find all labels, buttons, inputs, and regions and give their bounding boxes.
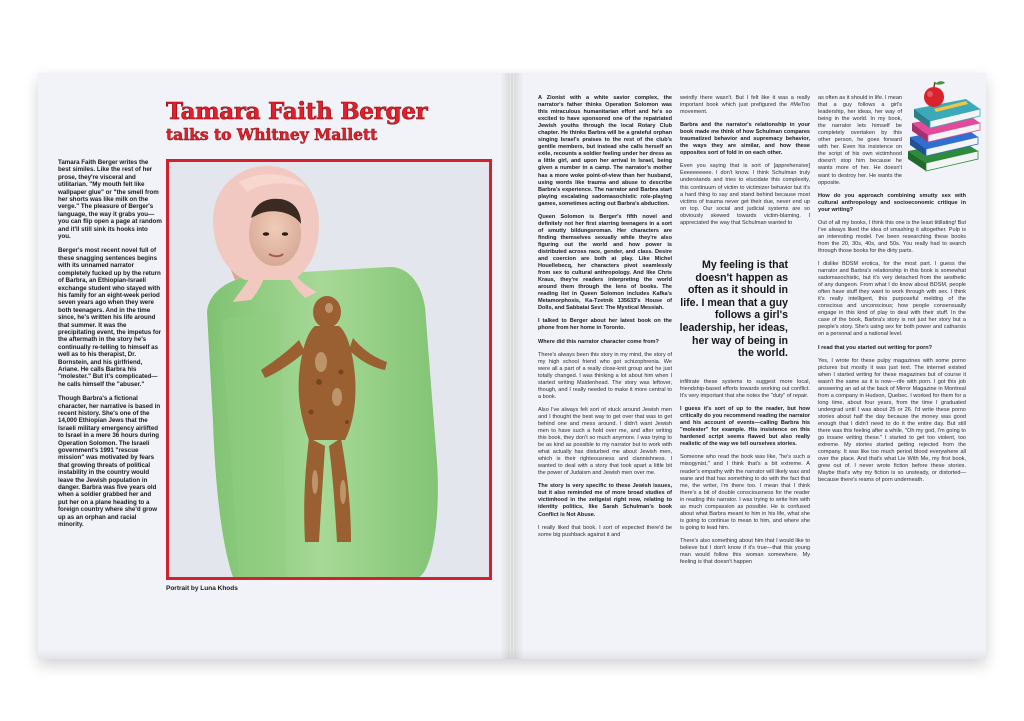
column-2-bottom (680, 379, 810, 572)
paragraph: Even you saying that is sort of [apprehensive] Eeeeeeeeee. I don't know. I think Schulman truly understands and tries to elucidate this complexity, this continuum of victim to victimizer behavior but it's a hard thing to say and stand behind because most victims of trauma never get their due, never end up on top. Our social and judicial systems are so obviously skewed towards victim-blaming. I appreciated the way that Schulman wanted to (680, 163, 810, 226)
paragraph: I talked to Berger about her latest book on the phone from her home in Toronto. (538, 318, 672, 332)
books-apple-icon (904, 79, 982, 179)
interview-question: Barbra and the narrator's relationship in your book made me think of how Schulman compares traumatized behavior and supremacy behavior, the ways they are similar, and how these opposites sort of fold in on each other. (680, 122, 810, 157)
portrait-illustration (169, 162, 489, 577)
intro-paragraph: Tamara Faith Berger writes the best similes. Like the rest of her prose, they're visceral and utilitarian. "My mouth felt like wallpaper glue" or "the smell from her shorts was like milk on the verge." The pleasure of Berger's language, the way it grabs you—you can flip open a page at random and it'll still sink its hooks into you. (58, 159, 162, 241)
interview-question: How do you approach combining smutty sex with cultural anthropology and socioeconomic critique in your writing? (818, 192, 966, 213)
paragraph: A Zionist with a white savior complex, the narrator's father thinks Operation Solomon was this miraculous humanitarian effort and he's so excited to have sponsored one of the repatriated Jewish youths through the local Rotary Club chapter. He thinks Barbra will be a grateful orphan singing Israel's praises to the rest of the club's gentile members, but instead she calls herself an exile, recounts a soldier feeling under her dress as a little girl, and upon her arrival in Israel, being given a number in a camp. The narrator's mother has a more woke point-of-view than her husband, using words like trauma and abuse to describe Barbra's experience. The narrator and Barbra start playing escalating sadomasochistic role-playing games, sometimes acting out Barbra's abduction. (538, 95, 672, 207)
interview-question: I read that you started out writing for porn? (818, 344, 933, 351)
paragraph: Yes, I wrote for these pulpy magazines with some porno pictures but mostly it was just text. The internet existed when I started writing for these magazines but of course it wasn't the same as it is now—rife with porn. I got this job answering an ad at the back of Mirror Magazine in Montreal from a company in Hudson, Quebec. I worked for them for a long time, about four years, from the time I graduated undergrad until I was about 25 or 26. I'd write these porno stories about half the day because the money was good enough that I didn't need to do it the entire day. But still there was this feeling after a while, "Oh my god, I'm going to go insane writing these." I started to get too violent, too extreme. My stories started getting rejected from the company. It was like too much period blood everywhere all over the place. And that's what Lie With Me, my first book, grew out of. I never wrote fiction before these stories. Maybe that's why my fiction is so unsteady, or distorted—because there's reams of porn underneath. (818, 357, 966, 484)
intro-column (58, 159, 162, 536)
magazine-spread (38, 73, 986, 659)
spine-gutter (500, 73, 524, 659)
interview-question: The story is very specific to these Jewish issues, but it also reminded me of more broad studies of victimhood in the zeitgeist right now, relating to identity politics, like Sarah Schulman's book Conflict is Not Abuse. (538, 483, 672, 518)
intro-paragraph: Berger's most recent novel full of these snagging sentences begins with its unnamed narrator completely fucked up by the return of Barbra, an Ethiopian-Israeli exchange student who stayed with his family for an eight-week period seven years ago when they were both teenagers. And in the time since, he's written his life around that summer. It was the precipitating event, the impetus for the aftermath in the story he's continually re-telling to himself as well as to his therapist, Dr. Bornstein, and his girlfriend, Ariane. He calls Barbra his "molester." But it's complicated—he calls himself the "abuser." (58, 247, 162, 388)
paragraph: Out of all my books, I think this one is the least titillating! But I've always liked the idea of smashing it altogether. Pulp is an interesting model. I've been researching these books from the 20, 30s, 40s, and 50s. You really had to search through those books for the dirty parts. (818, 219, 966, 254)
column-1 (538, 95, 672, 545)
interview-question: I guess it's sort of up to the reader, but how critically do you recommend reading the narrator and his account of events—calling Barbra his "molester" for example. His insistence on this hardened script seems flawed but also really realistic of the way we tell ourselves stories. (680, 406, 810, 448)
paragraph: Queen Solomon is Berger's fifth novel and definitely not her first starring teenagers in a sort of smutty bildungsroman. Her characters are finding themselves sexually while they're also figuring out the world and how power is distributed across race, gender, and class. Desire and coercion are both at play. Like Michel Houellebecq, her characters pivot seamlessly from sex to cultural anthropology. And like Chris Kraus, they're readers interpreting the world around them through the lens of books. The reading list in Queen Solomon includes Kafka's Metamorphosis, Ka-Tzetnik 135633's House of Dolls, and Sabbatai Sevi: The Mystical Messiah. (538, 213, 672, 312)
pull-quote: My feeling is that doesn't happen as often as it should in life. I mean that a guy follows a girl's leadership, her ideas, her way of being in the world. (679, 259, 788, 360)
intro-paragraph: Though Barbra's a fictional character, her narrative is based in recent history. She's one of the 14,000 Ethiopian Jews that the Israeli military emergency airlifted to Israel in a mere 36 hours during Operation Solomon. The Israeli government's 1991 "rescue mission" was motivated by fears that growing threats of political instability in the country would leave the Jewish population in danger. Barbra was five years old when a soldier grabbed her and put her on a plane heading to a foreign country where she'd grow up as an orphan and racial minority. (58, 395, 161, 529)
paragraph: as often as it should in life. I mean that a guy follows a girl's leadership, her ideas, her way of being in the world. In my book, the narrator lets himself be completely overtaken by this other person, he goes forward with her. Even his insistence on the script of his own victimhood doesn't stop him because he wants more of her. He doesn't want to destroy her. He wants the opposite. (818, 95, 902, 186)
paragraph: I really liked that book. I sort of expected there'd be some big pushback against it and (538, 524, 672, 538)
portrait-photo (169, 162, 489, 577)
title-subtitle: talks to Whitney Mallett (166, 125, 378, 144)
paragraph: Someone who read the book was like, "he's such a misogynist," and I think that's a bit extreme. A reader's empathy with the narrator will likely wax and wane and that has something to do with the fact that me, the writer, I'm there too. I mean that I think there's a bit of double consciousness for the reader in reading this narrator. I was trying to write him with as much compassion as possible. He is confused about what Barbra meant to him in his life, what she is going to continue to mean to him, and where she is going to lead him. (680, 454, 810, 531)
left-page (38, 73, 510, 659)
paragraph: Also I've always felt sort of stuck around Jewish men and I thought the best way to get over that was to get behind one and mess around. I didn't want Jewish men to have such a hold over me, and after writing this book, they don't so much anymore. I was trying to be as kind as possible to my narrator but to work with what actually has disturbed me about Jewish men, which is their righteousness and clannishness. I wanted to deal with a story that took apart a little bit the power of Judaism and Jewish men over me. (538, 406, 672, 477)
paragraph: There's also something about him that I would like to believe but I don't know if it's true—that this young man would follow this woman somewhere. My feeling is that doesn't happen (680, 537, 810, 566)
paragraph: I dislike BDSM erotica, for the most part. I guess the narrator and Barbra's relationship in this book is somewhat sadomasochistic, but it's very detached from the aesthetic of any dungeon. From what I do know about BDSM, people often have stuff they want to work through with sex. I think it's really intelligent, this purposeful melding of the conscious and unconscious; how people consensually engage in this kind of play to deal with their stuff. In the case of the book, Barbra's story is not just her story but a people's story. She's using sex for both power and catharsis on a personal and a national level. (818, 260, 966, 338)
paragraph: There's always been this story in my mind, the story of my high school friend who got schizophrenia. We were all a part of a really close-knit group and he just totally changed. I was thinking a lot about him when I started writing Maidenhead. The story was leftover, though, and I really needed to make it more central to a book. (538, 351, 672, 400)
portrait-frame (166, 159, 492, 580)
interview-question: Where did this narrator character come from? (538, 338, 659, 345)
paragraph: infiltrate these systems to suggest more local, friendship-based efforts towards working out conflict. It's very important that she notes the "duty" of repair. (680, 379, 810, 400)
page-shadow (38, 649, 986, 659)
article-title (166, 100, 496, 143)
column-2-top (680, 95, 810, 233)
title-name: Tamara Faith Berger (166, 98, 428, 125)
right-page (514, 73, 986, 659)
paragraph: weirdly there wasn't. But I felt like it was a really important book which just prefigured the #MeToo movement. (680, 95, 810, 116)
photo-caption: Portrait by Luna Khods (166, 585, 238, 592)
